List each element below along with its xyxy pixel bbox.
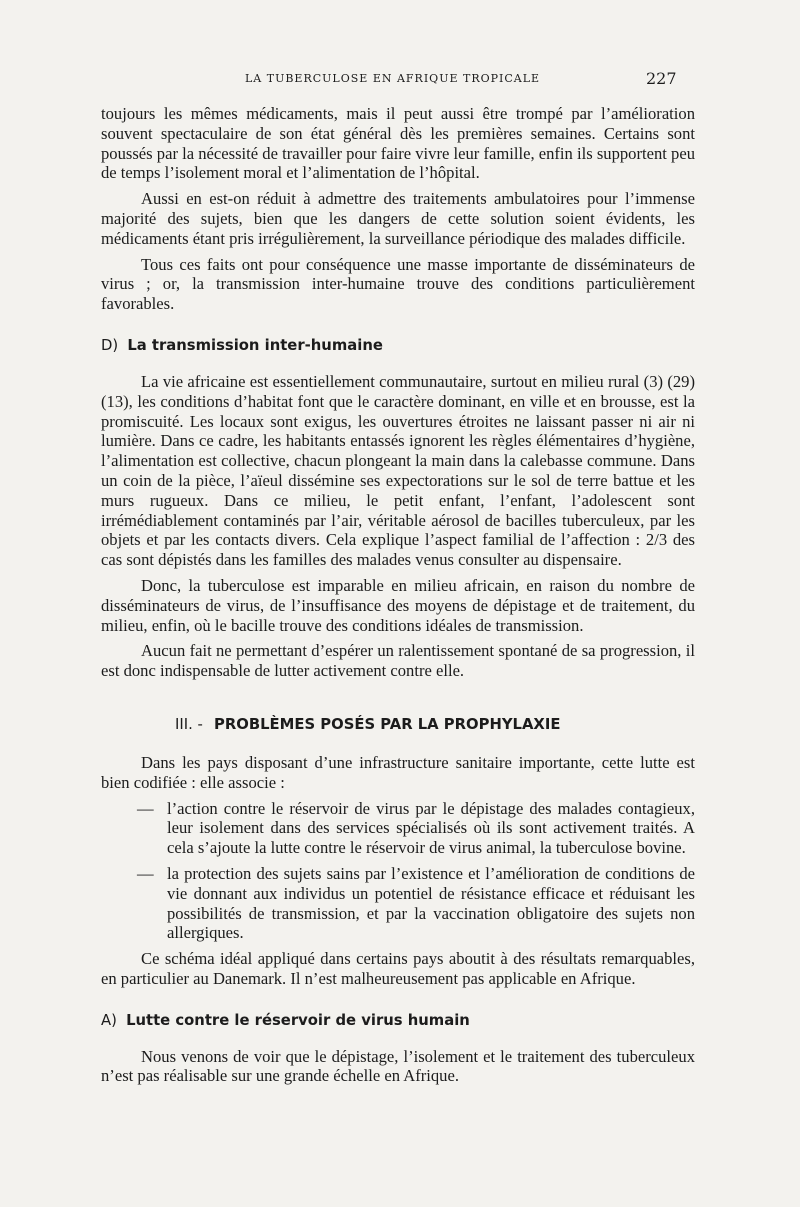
- paragraph: La vie africaine est essentiellement communautaire, surtout en milieu rural (3) (29) (13), les conditions d’habitat font que le caractère dominant, en ville et en brousse, est la promiscuité. Les locaux sont exigus, les ouvertures étroites ne laissant passer ni air ni lumière. Dans ce cadre, les habitants entassés ignorent les règles élémentaires d’hygiène, l’alimentation est collective, chacun plongeant la main dans la calebasse commune. Dans un coin de la pièce, l’aïeul dissémine ses expectorations sur le sol de terre battue et les murs rugueux. Dans ce milieu, le petit enfant, l’enfant, l’adolescent sont irrémédiablement contaminés par l’air, véritable aérosol de bacilles tuberculeux, par les objets et par les contacts divers. Cela explique l’aspect familial de l’affection : 2/3 des cas sont dépistés dans les familles des malades venus consulter au dispensaire.: [101, 371, 695, 570]
- dash-marker: —: [137, 863, 154, 883]
- list-item-text: la protection des sujets sains par l’existence et l’amélioration de conditions de vie donnant aux individus un potentiel de résistance efficace et réduisant les possibilités de transmission, et par la vaccination obligatoire des sujets non allergiques.: [167, 863, 695, 943]
- paragraph: Aucun fait ne permettant d’espérer un ralentissement spontané de sa progression, il est donc indispensable de lutter activement contre elle.: [101, 641, 695, 681]
- subheading-transmission: [101, 336, 695, 356]
- subheading-label: D): [101, 336, 119, 354]
- dash-marker: —: [137, 798, 154, 818]
- page-number: 227: [646, 69, 677, 88]
- paragraph: Donc, la tuberculose est imparable en milieu africain, en raison du nombre de disséminateurs de virus, de l’insuffisance des moyens de dépistage et de traitement, du milieu, enfin, où le bacille trouve des conditions idéales de transmission.: [101, 575, 695, 635]
- running-head: [0, 69, 800, 92]
- subheading-label: A): [101, 1011, 117, 1029]
- paragraph: Nous venons de voir que le dépistage, l’isolement et le traitement des tuberculeux n’est pas réalisable sur une grande échelle en Afrique.: [101, 1046, 695, 1086]
- running-title: LA TUBERCULOSE EN AFRIQUE TROPICALE: [245, 72, 541, 85]
- subheading-lutte: [101, 1011, 695, 1031]
- section-number: III. -: [175, 715, 203, 733]
- section-title: PROBLÈMES POSÉS PAR LA PROPHYLAXIE: [214, 715, 561, 733]
- dash-list: [101, 799, 695, 944]
- paragraph: Aussi en est-on réduit à admettre des traitements ambulatoires pour l’immense majorité des sujets, bien que les dangers de cette solution soient évidents, les médicaments étant pris irrégulièrement, la surveillance périodique des malades difficile.: [101, 189, 695, 248]
- list-item-text: l’action contre le réservoir de virus par le dépistage des malades contagieux, leur isolement dans des services spécialisés où ils sont activement traités. A cela s’ajoute la lutte contre le réservoir de virus animal, la tuberculose bovine.: [167, 798, 695, 858]
- list-item: [101, 864, 695, 943]
- paragraph: Tous ces faits ont pour conséquence une masse importante de disséminateurs de virus ; or, la transmission inter-humaine trouve des conditions particulièrement favorables.: [101, 254, 695, 314]
- list-item: [101, 799, 695, 858]
- paragraph: toujours les mêmes médicaments, mais il peut aussi être trompé par l’amélioration souvent spectaculaire de son état général dès les premières semaines. Certains sont poussés par la nécessité de travailler pour faire vivre leur famille, enfin ils supportent peu de temps l’isolement moral et l’alimentation de l’hôpital.: [101, 104, 695, 183]
- subheading-title: La transmission inter-humaine: [127, 336, 383, 354]
- paragraph: Ce schéma idéal appliqué dans certains pays aboutit à des résultats remarquables, en particulier au Danemark. Il n’est malheureusement pas applicable en Afrique.: [101, 949, 695, 988]
- paragraph: Dans les pays disposant d’une infrastructure sanitaire importante, cette lutte est bien codifiée : elle associe :: [101, 752, 695, 792]
- subheading-title: Lutte contre le réservoir de virus humain: [126, 1011, 470, 1029]
- section-heading-prophylaxie: [175, 715, 695, 735]
- body-text: [101, 104, 695, 1092]
